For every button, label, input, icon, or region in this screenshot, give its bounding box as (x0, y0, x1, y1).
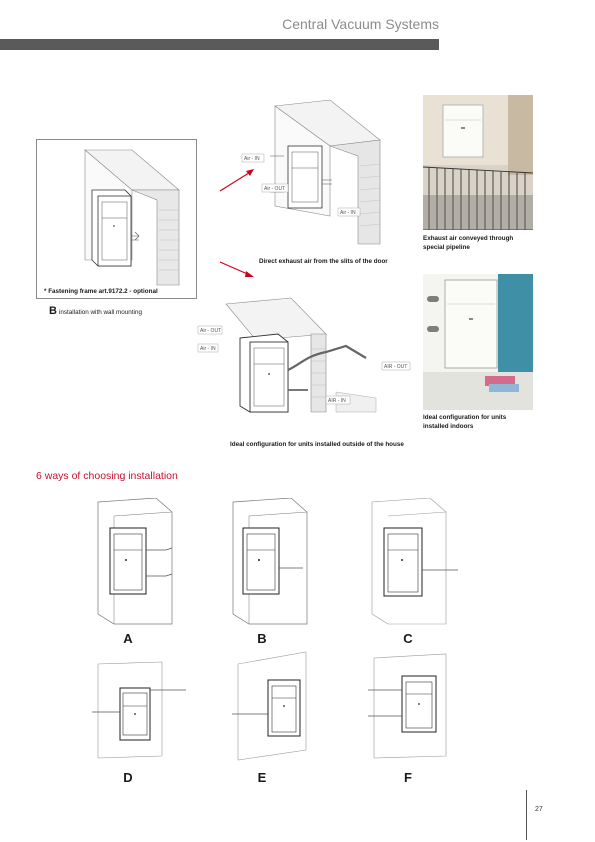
option-letter-a: A (123, 631, 133, 646)
option-letter-f: F (404, 770, 412, 785)
option-letter-c: C (403, 631, 413, 646)
exhaust-caption: Direct exhaust air from the slits of the door (259, 258, 388, 265)
label-air-out-right: AIR - OUT (384, 364, 408, 370)
section-heading: 6 ways of choosing installation (36, 470, 178, 482)
outside-caption: Ideal configuration for units installed outside of the house (230, 441, 404, 448)
label-air-in-left: Air - IN (200, 346, 216, 352)
header-bar (0, 39, 439, 50)
label-air-in-right: AIR - IN (328, 398, 346, 404)
arrow-to-outside-diagram (218, 260, 258, 280)
option-e-illustration (232, 650, 314, 767)
option-a-illustration (96, 498, 182, 631)
option-d-illustration (92, 660, 188, 765)
page-number: 27 (535, 806, 543, 813)
label-air-out-left: Air - OUT (200, 328, 222, 334)
photo-balcony-caption: Exhaust air conveyed through special pipeline (423, 235, 514, 251)
figure-b-frame (36, 139, 197, 299)
option-c-illustration (370, 498, 460, 631)
option-b-illustration (231, 498, 317, 631)
label-air-in-short: Air - IN (340, 210, 356, 216)
figure-b-caption: installation with wall mounting (59, 309, 142, 316)
photo-balcony (423, 95, 533, 230)
exhaust-diagram (240, 96, 410, 250)
photo-indoors-caption: Ideal configuration for units installed indoors (423, 414, 507, 430)
footer-divider (526, 790, 527, 840)
photo-indoors (423, 274, 533, 410)
option-letter-b: B (257, 631, 267, 646)
outside-installation-diagram (196, 294, 412, 414)
figure-b-letter: B (49, 305, 57, 317)
label-air-out: Air - OUT (264, 186, 286, 192)
header-title: Central Vacuum Systems (282, 16, 439, 32)
wall-mount-illustration (37, 140, 196, 298)
option-letter-e: E (257, 770, 267, 785)
option-f-illustration (366, 652, 452, 765)
fastening-frame-note: * Fastening frame art.9172.2 - optional (44, 288, 158, 295)
option-letter-d: D (123, 770, 133, 785)
label-air-in: Air - IN (244, 156, 260, 162)
